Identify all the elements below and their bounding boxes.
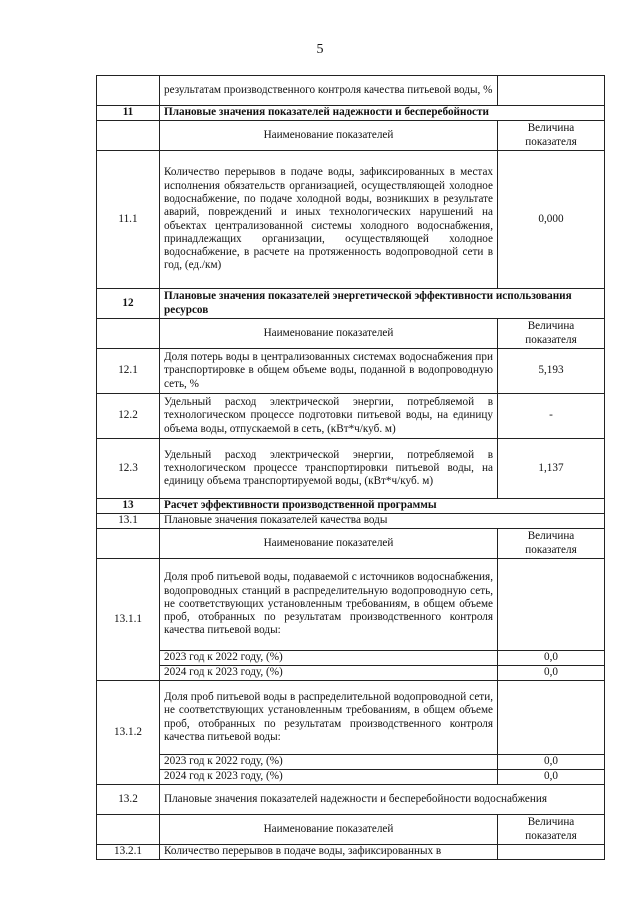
indicator-text: Удельный расход электрической энергии, потребляемой в технологическом процессе транспортировки питьевой воды, на единицу объема транспортируемой воды, (кВт*ч/куб. м)	[160, 439, 498, 499]
section-row	[97, 289, 605, 319]
header-row	[97, 529, 605, 559]
indicator-text: Доля потерь воды в централизованных системах водоснабжения при транспортировке в общем объеме воды, поданной в водопроводную сеть, %	[160, 349, 498, 394]
row-number: 13.1.2	[97, 681, 160, 785]
indicator-text: Плановые значения показателей качества воды	[160, 514, 605, 529]
table-row	[97, 439, 605, 499]
row-number	[97, 76, 160, 106]
year-value: 0,0	[498, 651, 605, 666]
row-number: 12.3	[97, 439, 160, 499]
row-number: 13.1.1	[97, 559, 160, 681]
indicator-text: результатам производственного контроля качества питьевой воды, %	[160, 76, 498, 106]
table-row	[97, 755, 605, 770]
header-row	[97, 319, 605, 349]
indicator-text: Плановые значения показателей надежности и бесперебойности водоснабжения	[160, 785, 605, 815]
table-row	[97, 76, 605, 106]
section-number: 13	[97, 499, 160, 514]
table-row	[97, 666, 605, 681]
row-number: 12.2	[97, 394, 160, 439]
indicator-value	[498, 559, 605, 651]
section-row	[97, 499, 605, 514]
indicator-value: -	[498, 394, 605, 439]
indicator-value: 1,137	[498, 439, 605, 499]
year-label: 2024 год к 2023 году, (%)	[160, 666, 498, 681]
indicator-text: Количество перерывов в подаче воды, зафиксированных в местах исполнения обязательств организацией, осуществляющей холодное водоснабжение, по подаче холодной воды, возникших в результате аварий, повреждений и иных технологических нарушений на объектах централизованной системы холодного водоснабжения, принадлежащих организации, осуществляющей холодное водоснабжение, в расчете на протяженность водопроводной сети в год, (ед./км)	[160, 151, 498, 289]
year-value: 0,0	[498, 666, 605, 681]
table-row	[97, 770, 605, 785]
row-number: 13.2	[97, 785, 160, 815]
row-number: 11.1	[97, 151, 160, 289]
section-title: Плановые значения показателей энергетической эффективности использования ресурсов	[160, 289, 605, 319]
header-name: Наименование показателей	[160, 529, 498, 559]
indicator-value: 0,000	[498, 151, 605, 289]
table-row	[97, 559, 605, 651]
section-number: 11	[97, 106, 160, 121]
indicator-value	[498, 76, 605, 106]
header-value: Величина показателя	[498, 121, 605, 151]
header-row	[97, 815, 605, 845]
header-name: Наименование показателей	[160, 815, 498, 845]
indicator-text: Количество перерывов в подаче воды, зафиксированных в	[160, 845, 498, 860]
section-title: Расчет эффективности производственной программы	[160, 499, 605, 514]
table-row	[97, 394, 605, 439]
indicator-value	[498, 845, 605, 860]
section-title: Плановые значения показателей надежности и бесперебойности	[160, 106, 605, 121]
section-row	[97, 106, 605, 121]
indicator-value	[498, 681, 605, 755]
row-number: 13.2.1	[97, 845, 160, 860]
year-label: 2023 год к 2022 году, (%)	[160, 651, 498, 666]
section-number: 12	[97, 289, 160, 319]
table-row	[97, 681, 605, 755]
table-row	[97, 845, 605, 860]
table-row	[97, 785, 605, 815]
table-row	[97, 514, 605, 529]
indicator-text: Доля проб питьевой воды, подаваемой с источников водоснабжения, водопроводных станций в распределительную водопроводную сеть, не соответствующих установленным требованиям, в общем объеме проб, отобранных по результатам производственного контроля качества питьевой воды:	[160, 559, 498, 651]
header-value: Величина показателя	[498, 815, 605, 845]
year-value: 0,0	[498, 755, 605, 770]
year-value: 0,0	[498, 770, 605, 785]
table-row	[97, 349, 605, 394]
indicator-text: Удельный расход электрической энергии, потребляемой в технологическом процессе подготовки питьевой воды, на единицу объема воды, отпускаемой в сеть, (кВт*ч/куб. м)	[160, 394, 498, 439]
header-value: Величина показателя	[498, 529, 605, 559]
header-name: Наименование показателей	[160, 319, 498, 349]
row-number: 12.1	[97, 349, 160, 394]
page-number: 5	[316, 42, 324, 57]
row-number: 13.1	[97, 514, 160, 529]
table-row	[97, 151, 605, 289]
indicator-value: 5,193	[498, 349, 605, 394]
table-row	[97, 651, 605, 666]
year-label: 2024 год к 2023 году, (%)	[160, 770, 498, 785]
header-row	[97, 121, 605, 151]
indicator-text: Доля проб питьевой воды в распределительной водопроводной сети, не соответствующих установленным требованиям, в общем объеме проб, отобранных по результатам производственного контроля качества питьевой воды:	[160, 681, 498, 755]
header-value: Величина показателя	[498, 319, 605, 349]
indicators-table	[96, 75, 605, 860]
year-label: 2023 год к 2022 году, (%)	[160, 755, 498, 770]
header-name: Наименование показателей	[160, 121, 498, 151]
